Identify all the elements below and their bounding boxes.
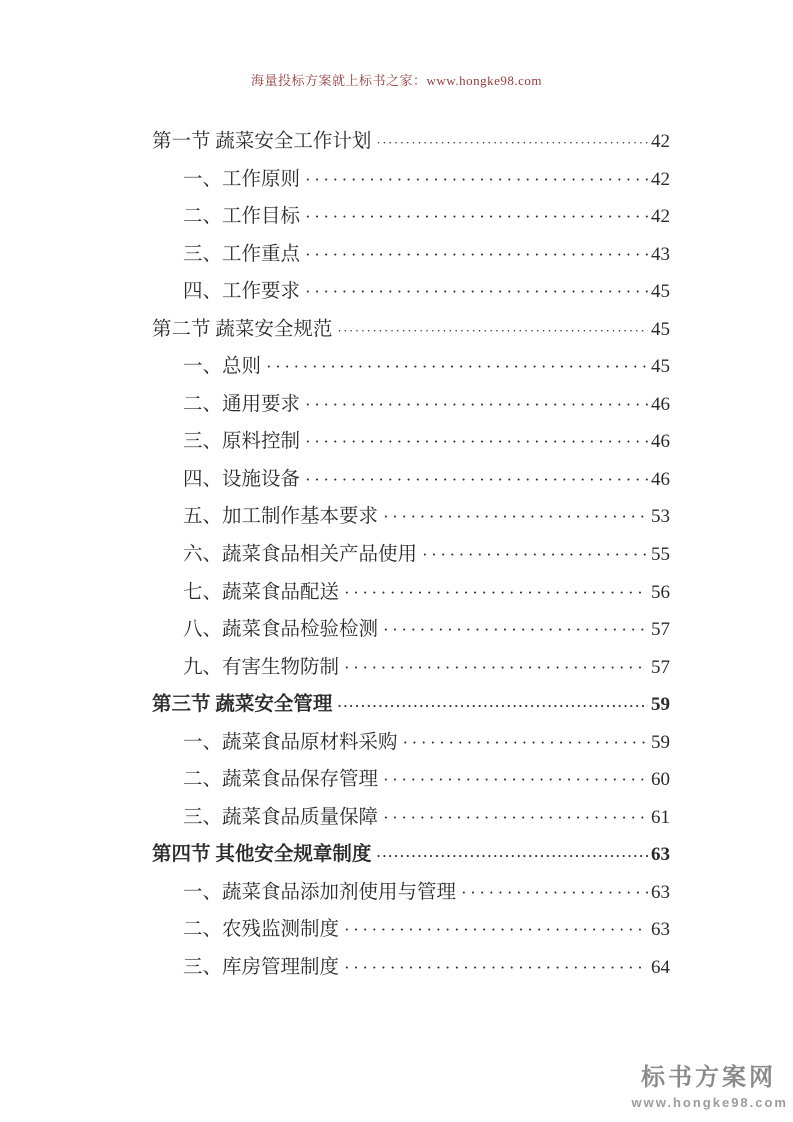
toc-row[interactable] xyxy=(152,386,670,424)
toc-entry-title: 第二节 蔬菜安全规范 xyxy=(152,318,333,340)
toc-row[interactable] xyxy=(152,724,670,762)
dot-leader xyxy=(305,198,648,236)
toc-entry-title: 八、蔬菜食品检验检测 xyxy=(183,619,379,641)
dot-leader xyxy=(344,911,648,949)
toc-row[interactable] xyxy=(152,198,670,236)
dot-leader xyxy=(376,836,648,875)
dot-leader xyxy=(383,611,648,649)
toc-page-number: 64 xyxy=(651,957,670,979)
dot-leader xyxy=(344,949,648,987)
toc-page-number: 61 xyxy=(651,806,670,828)
dot-leader xyxy=(266,348,648,386)
toc-entry-title: 一、总则 xyxy=(183,356,262,378)
dot-leader xyxy=(305,461,648,499)
toc-page-number: 60 xyxy=(651,769,670,791)
toc-entry-title: 三、蔬菜食品质量保障 xyxy=(183,806,379,828)
dot-leader xyxy=(383,799,648,837)
toc-page-number: 46 xyxy=(651,431,670,453)
toc-page-number: 45 xyxy=(651,356,670,378)
toc-page-number: 46 xyxy=(651,468,670,490)
table-of-contents xyxy=(152,123,670,987)
toc-entry-title: 三、库房管理制度 xyxy=(183,957,340,979)
toc-row[interactable] xyxy=(152,574,670,612)
header-promo-text: 海量投标方案就上标书之家：www.hongke98.com xyxy=(251,73,542,88)
toc-row[interactable] xyxy=(152,686,670,724)
toc-row[interactable] xyxy=(152,236,670,274)
dot-leader xyxy=(305,236,648,274)
toc-entry-title: 三、工作重点 xyxy=(183,243,301,265)
dot-leader xyxy=(344,574,648,612)
toc-entry-title: 一、工作原则 xyxy=(183,168,301,190)
dot-leader xyxy=(337,311,648,350)
toc-entry-title: 一、蔬菜食品添加剂使用与管理 xyxy=(183,881,457,903)
toc-page-number: 43 xyxy=(651,243,670,265)
toc-row[interactable] xyxy=(152,161,670,199)
toc-entry-title: 二、通用要求 xyxy=(183,393,301,415)
toc-entry-title: 七、蔬菜食品配送 xyxy=(183,581,340,603)
dot-leader xyxy=(305,273,648,311)
toc-entry-title: 九、有害生物防制 xyxy=(183,656,340,678)
toc-row[interactable] xyxy=(152,836,670,874)
toc-entry-title: 四、设施设备 xyxy=(183,468,301,490)
dot-leader xyxy=(305,423,648,461)
toc-page-number: 63 xyxy=(651,919,670,941)
toc-row[interactable] xyxy=(152,311,670,349)
dot-leader xyxy=(376,123,648,162)
toc-page-number: 45 xyxy=(651,318,670,340)
toc-page-number: 46 xyxy=(651,393,670,415)
toc-entry-title: 三、原料控制 xyxy=(183,431,301,453)
toc-page-number: 55 xyxy=(651,544,670,566)
toc-entry-title: 第四节 其他安全规章制度 xyxy=(152,844,372,866)
toc-row[interactable] xyxy=(152,874,670,912)
dot-leader xyxy=(383,761,648,799)
toc-row[interactable] xyxy=(152,123,670,161)
dot-leader xyxy=(403,724,648,762)
toc-entry-title: 二、工作目标 xyxy=(183,206,301,228)
dot-leader xyxy=(383,498,648,536)
dot-leader xyxy=(422,536,648,574)
toc-row[interactable] xyxy=(152,949,670,987)
toc-entry-title: 一、蔬菜食品原材料采购 xyxy=(183,731,398,753)
toc-page-number: 57 xyxy=(651,656,670,678)
toc-entry-title: 第一节 蔬菜安全工作计划 xyxy=(152,131,372,152)
toc-page-number: 56 xyxy=(651,581,670,603)
toc-page-number: 57 xyxy=(651,619,670,641)
toc-row[interactable] xyxy=(152,536,670,574)
toc-row[interactable] xyxy=(152,761,670,799)
watermark-site-name: 标书方案网 xyxy=(641,1064,776,1091)
dot-leader xyxy=(305,161,648,199)
page-header xyxy=(0,70,793,89)
toc-row[interactable] xyxy=(152,911,670,949)
toc-row[interactable] xyxy=(152,423,670,461)
toc-page-number: 59 xyxy=(651,694,670,716)
dot-leader xyxy=(461,874,648,912)
toc-page-number: 63 xyxy=(651,844,670,866)
watermark-site-url: www.hongke98.com xyxy=(631,1095,788,1110)
dot-leader xyxy=(344,649,648,687)
dot-leader xyxy=(305,386,648,424)
toc-row[interactable] xyxy=(152,649,670,687)
toc-row[interactable] xyxy=(152,611,670,649)
toc-entry-title: 五、加工制作基本要求 xyxy=(183,506,379,528)
toc-page-number: 42 xyxy=(651,206,670,228)
toc-page-number: 45 xyxy=(651,281,670,303)
dot-leader xyxy=(337,686,648,725)
toc-row[interactable] xyxy=(152,273,670,311)
toc-entry-title: 六、蔬菜食品相关产品使用 xyxy=(183,544,418,566)
toc-entry-title: 二、农残监测制度 xyxy=(183,919,340,941)
toc-entry-title: 第三节 蔬菜安全管理 xyxy=(152,694,333,716)
toc-row[interactable] xyxy=(152,461,670,499)
toc-row[interactable] xyxy=(152,498,670,536)
toc-page-number: 42 xyxy=(651,131,670,152)
toc-page-number: 63 xyxy=(651,881,670,903)
toc-row[interactable] xyxy=(152,348,670,386)
toc-entry-title: 四、工作要求 xyxy=(183,281,301,303)
toc-page-number: 59 xyxy=(651,731,670,753)
toc-page-number: 42 xyxy=(651,168,670,190)
toc-page-number: 53 xyxy=(651,506,670,528)
toc-row[interactable] xyxy=(152,799,670,837)
toc-entry-title: 二、蔬菜食品保存管理 xyxy=(183,769,379,791)
watermark xyxy=(632,1057,789,1110)
